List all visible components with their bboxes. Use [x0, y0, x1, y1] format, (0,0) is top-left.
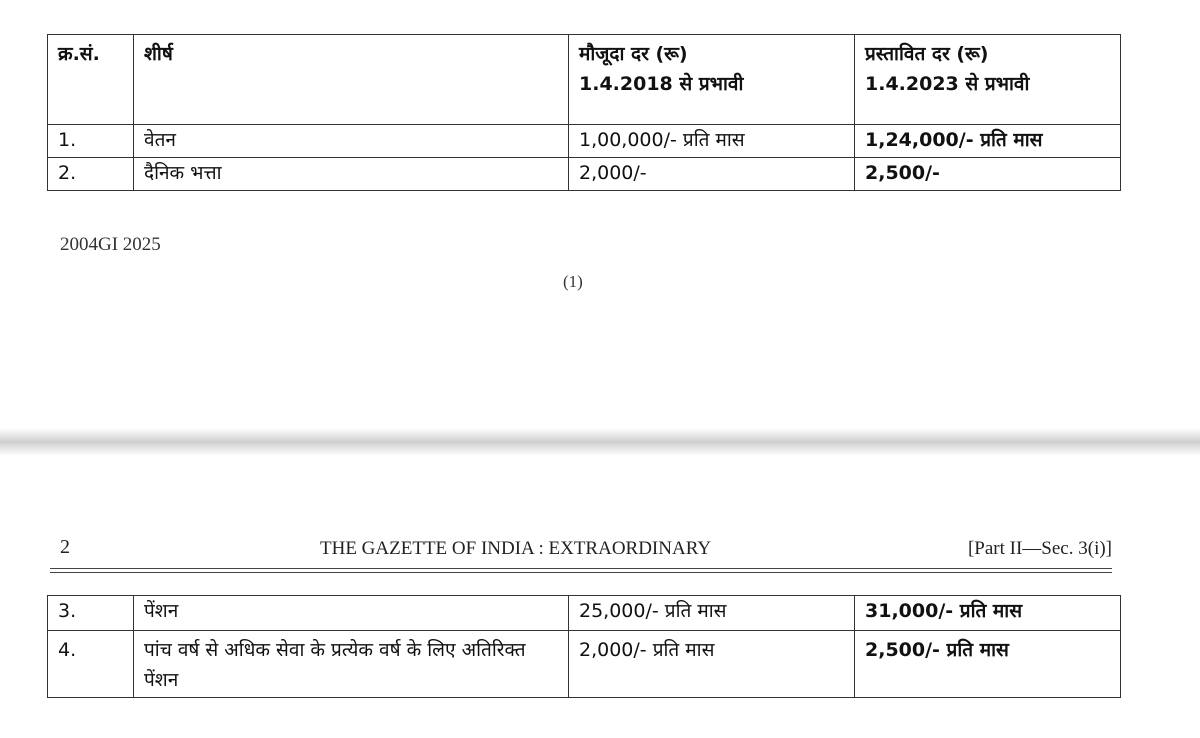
row-current-rate: 25,000/- प्रति मास	[569, 596, 855, 631]
print-code: 2004GI 2025	[60, 234, 161, 255]
row-proposed-rate: 1,24,000/- प्रति मास	[855, 125, 1121, 158]
row-serial: 2.	[48, 158, 134, 191]
row-head: वेतन	[134, 125, 569, 158]
header-proposed-rate	[855, 35, 1121, 125]
header-rule	[50, 568, 1112, 569]
row-serial: 4.	[48, 631, 134, 698]
row-current-rate: 2,000/-	[569, 158, 855, 191]
row-head: दैनिक भत्ता	[134, 158, 569, 191]
row-proposed-rate: 2,500/-	[855, 158, 1121, 191]
page-marker: (1)	[563, 272, 583, 291]
page-separator	[0, 428, 1200, 456]
allowance-rates-table	[47, 34, 1121, 191]
table-row	[48, 125, 1121, 158]
row-serial: 1.	[48, 125, 134, 158]
row-proposed-rate: 31,000/- प्रति मास	[855, 596, 1121, 631]
gazette-title: THE GAZETTE OF INDIA : EXTRAORDINARY	[320, 538, 712, 559]
current-rate-effective: 1.4.2018 से प्रभावी	[579, 73, 744, 95]
row-serial: 3.	[48, 596, 134, 631]
gazette-header	[60, 536, 1112, 566]
current-rate-title: मौजूदा दर (रू)	[579, 43, 688, 65]
header-serial: क्र.सं.	[48, 35, 134, 125]
page-number: 2	[60, 536, 70, 558]
table-header-row	[48, 35, 1121, 125]
table-row	[48, 596, 1121, 631]
gazette-part: [Part II—Sec. 3(i)]	[967, 538, 1112, 559]
proposed-rate-effective: 1.4.2023 से प्रभावी	[865, 73, 1030, 95]
header-rule	[50, 572, 1112, 573]
table-row	[48, 158, 1121, 191]
header-current-rate	[569, 35, 855, 125]
document-page-2	[0, 456, 1200, 738]
row-current-rate: 1,00,000/- प्रति मास	[569, 125, 855, 158]
table-row	[48, 631, 1121, 698]
row-current-rate: 2,000/- प्रति मास	[569, 631, 855, 698]
row-head: पांच वर्ष से अधिक सेवा के प्रत्येक वर्ष के लिए अतिरिक्त पेंशन	[134, 631, 569, 698]
pension-rates-table	[47, 595, 1121, 698]
row-head: पेंशन	[134, 596, 569, 631]
row-proposed-rate: 2,500/- प्रति मास	[855, 631, 1121, 698]
header-head: शीर्ष	[134, 35, 569, 125]
proposed-rate-title: प्रस्तावित दर (रू)	[865, 43, 989, 65]
